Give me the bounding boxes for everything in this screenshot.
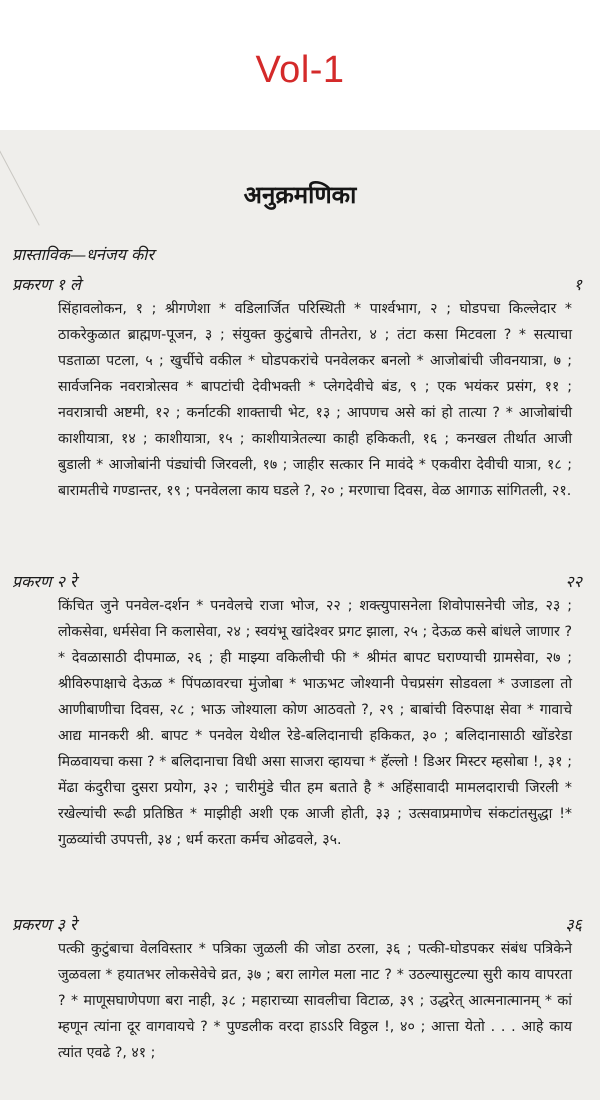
chapter-2-contents: किंचित जुने पनवेल-दर्शन * पनवेलचे राजा भोज, २२ ; शक्त्युपासनेला शिवोपासनेची जोड, २३ ; लोकसेवा, धर्मसेवा नि कलासेवा, २४ ; स्वयंभू खांदेश्वर प्रगट झाला, २५ ; देऊळ कसे बांधले जाणार ? * देवळासाठी दीपमाळ, २६ ; ही माझ्या वकिलीची फी * श्रीमंत बापट घराण्याची ग्रामसेवा, २७ ; श्रीविरुपाक्षाचे देऊळ * पिंपळावरचा मुंजोबा * भाऊभट जोश्यानी पेचप्रसंग सोडवला * उजाडला तो आणीबाणीचा दिवस, २८ ; भाऊ जोश्याला कोण आठवतो ?, २९ ; बाबांची विरुपाक्ष सेवा * गावाचे आद्य मानकरी श्री. बापट * पनवेल येथील रेडे-बलिदानाची हकिकत, ३० ; बलिदानासाठी खोंडरेडा मिळवायचा कसा ? * बलिदानाचा विधी असा साजरा व्हायचा * हॅल्लो ! डिअर मिस्टर म्हसोबा !, ३१ ; मेंढा कंदुरीचा दुसरा प्रयोग, ३२ ; चारीमुंडे चीत हम बताते है * अहिंसावादी मामलदाराची जिरली * रखेल्यांची रूढी प्रतिष्ठित * माझीही अशी एक आजी होती, ३३ ; उत्सवाप्रमाणेच संकटांतसुद्धा !* गुळव्यांची उपपत्ती, ३४ ; धर्म करता कर्मच ओढवले, ३५. [58,598,572,848]
chapter-1-contents: सिंहावलोकन, १ ; श्रीगणेशा * वडिलार्जित परिस्थिती * पार्श्वभाग, २ ; घोडपचा किल्लेदार * ठाकरेकुळात ब्राह्मण-पूजन, ३ ; संयुक्त कुटुंबाचे तीनतेरा, ४ ; तंटा कसा मिटवला ? * सत्याचा पडताळा पटला, ५ ; खुर्चीचे वकील * घोडपकरांचे पनवेलकर बनलो * आजोबांची जीवनयात्रा, ७ ; सार्वजनिक नवरात्रोत्सव * बापटांची देवीभक्ती * प्लेगदेवीचे बंड, ९ ; एक भयंकर प्रसंग, ११ ; नवरात्राची अष्टमी, १२ ; कर्नाटकी शाक्ताची भेट, १३ ; आपणच असे कां हो तात्या ? * आजोबांची काशीयात्रा, १४ ; काशीयात्रा, १५ ; काशीयात्रेतल्या काही हकिकती, १६ ; कनखल तीर्थात आजी बुडाली * आजोबांनी पंड्यांची जिरवली, १७ ; जाहीर सत्कार नि मावंदे * एकवीरा देवीची यात्रा, १८ ; बारामतीचे गण्डान्तर, १९ ; पनवेलला काय घडले ?, २० ; मरणाचा दिवस, वेळ आगाऊ सांगितली, २१. [58,301,572,499]
chapter-1-page-number: १ [573,275,582,294]
chapter-3-heading [12,913,586,935]
chapter-3-page-number: ३६ [565,915,582,934]
volume-banner [0,0,600,130]
chapter-1-heading [12,273,586,295]
chapter-2-label: प्रकरण २ रे [12,572,77,591]
preface-line: प्रास्ताविक—धनंजय कीर [12,245,154,264]
chapter-2-heading [12,570,586,592]
chapter-1-label: प्रकरण १ ले [12,275,81,294]
chapter-3-contents: पत्की कुटुंबाचा वेलविस्तार * पत्रिका जुळली की जोडा ठरला, ३६ ; पत्की-घोडपकर संबंध पत्रिकेने जुळवला * हयातभर लोकसेवेचे व्रत, ३७ ; बरा लागेल मला नाट ? * उठल्यासुटल्या सुरी काय वापरता ? * माणूसघाणेपणा बरा नाही, ३८ ; महाराच्या सावलीचा विटाळ, ३९ ; उद्धरेत् आत्मनात्मानम् * कां म्हणून त्यांना दूर वागवायचे ? * पुण्डलीक वरदा हाऽऽरि विठ्ठल !, ४० ; आत्ता येतो . . . आहे काय त्यांत एवढे ?, ४१ ; [58,941,572,1061]
volume-title: Vol-1 [255,48,345,91]
chapter-2-page-number: २२ [565,572,582,591]
page-heading: अनुक्रमणिका [243,181,357,209]
chapter-3-label: प्रकरण ३ रे [12,915,77,934]
index-page [0,130,600,1100]
